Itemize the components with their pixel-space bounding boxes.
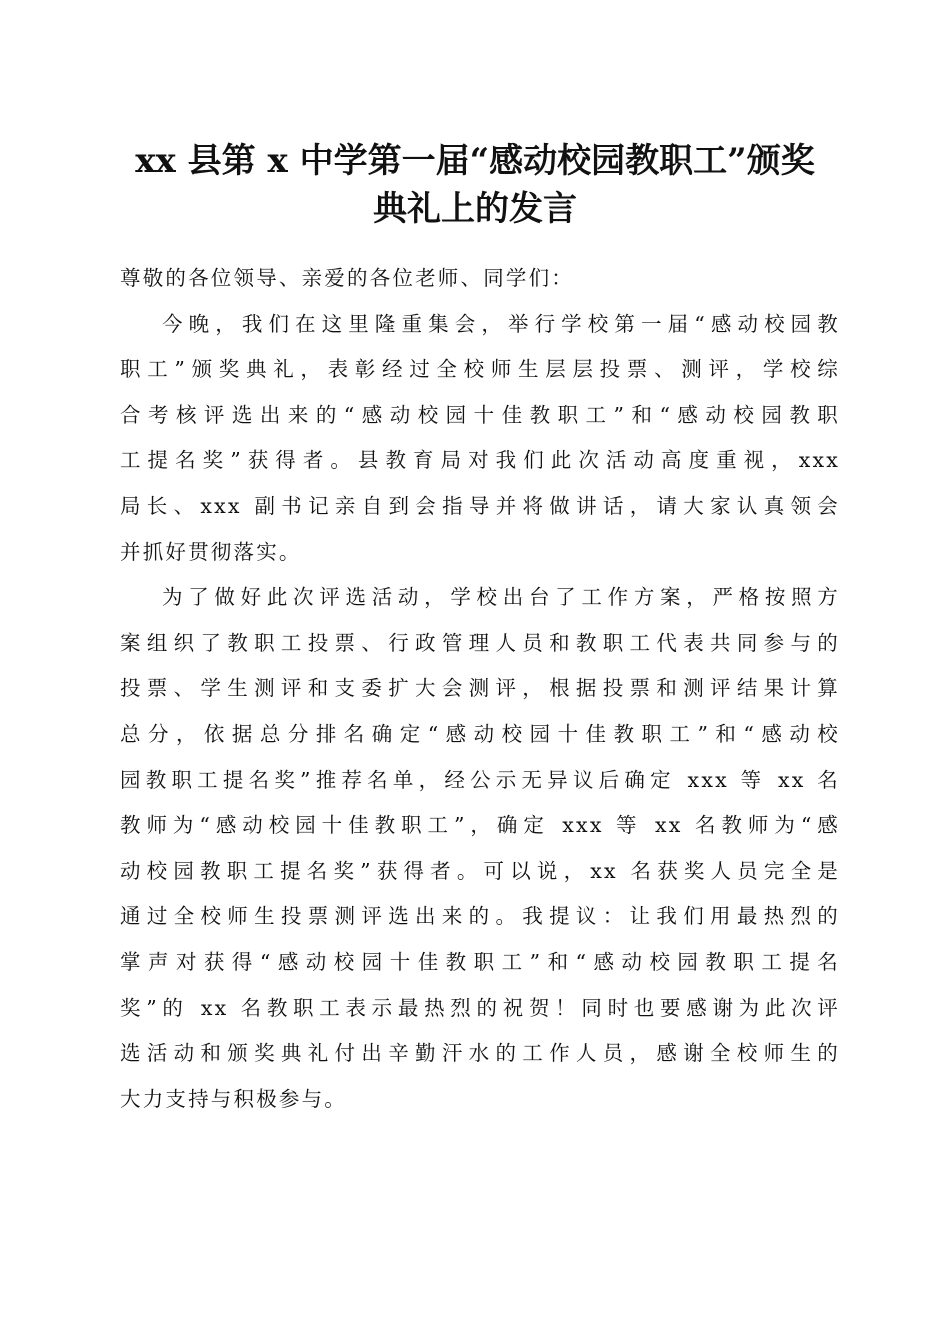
paragraph-line: 通过全校师生投票测评选出来的。我提议：让我们用最热烈的 — [120, 904, 840, 929]
paragraph-line: 总分，依据总分排名确定“感动校园十佳教职工”和“感动校 — [120, 721, 840, 746]
paragraph-line: 选活动和颁奖典礼付出辛勤汗水的工作人员，感谢全校师生的 — [120, 1041, 840, 1066]
paragraph-line: 工提名奖”获得者。县教育局对我们此次活动高度重视，xxx — [120, 448, 840, 473]
paragraph-line: 职工”颁奖典礼，表彰经过全校师生层层投票、测评，学校综 — [120, 357, 840, 382]
paragraph-1 — [120, 302, 840, 576]
title-line-2: 典礼上的发言 — [373, 189, 577, 229]
salutation: 尊敬的各位领导、亲爱的各位老师、同学们： — [120, 266, 574, 290]
paragraph-line: 投票、学生测评和支委扩大会测评，根据投票和测评结果计算 — [120, 676, 840, 701]
paragraph-line: 教师为“感动校园十佳教职工”，确定 xxx 等 xx 名教师为“感 — [120, 813, 840, 838]
paragraph-line: 奖”的 xx 名教职工表示最热烈的祝贺！同时也要感谢为此次评 — [120, 995, 840, 1020]
document-body — [120, 256, 840, 1122]
paragraph-line: 为了做好此次评选活动，学校出台了工作方案，严格按照方 — [162, 585, 840, 610]
paragraph-line: 园教职工提名奖”推荐名单，经公示无异议后确定 xxx 等 xx 名 — [120, 767, 840, 792]
paragraph-line: 大力支持与积极参与。 — [120, 1086, 347, 1111]
paragraph-line: 并抓好贯彻落实。 — [120, 539, 302, 564]
paragraph-line: 案组织了教职工投票、行政管理人员和教职工代表共同参与的 — [120, 630, 840, 655]
paragraph-line: 合考核评选出来的“感动校园十佳教职工”和“感动校园教职 — [120, 402, 840, 427]
paragraph-line: 今晚，我们在这里隆重集会，举行学校第一届“感动校园教 — [162, 311, 840, 336]
paragraph-line: 动校园教职工提名奖”获得者。可以说，xx 名获奖人员完全是 — [120, 858, 840, 883]
document-title — [110, 137, 840, 233]
paragraph-2 — [120, 575, 840, 1122]
title-line-1: xx 县第 x 中学第一届“感动校园教职工”颁奖 — [135, 141, 815, 181]
paragraph-line: 局长、xxx 副书记亲自到会指导并将做讲话，请大家认真领会 — [120, 493, 840, 518]
paragraph-line: 掌声对获得“感动校园十佳教职工”和“感动校园教职工提名 — [120, 949, 840, 974]
